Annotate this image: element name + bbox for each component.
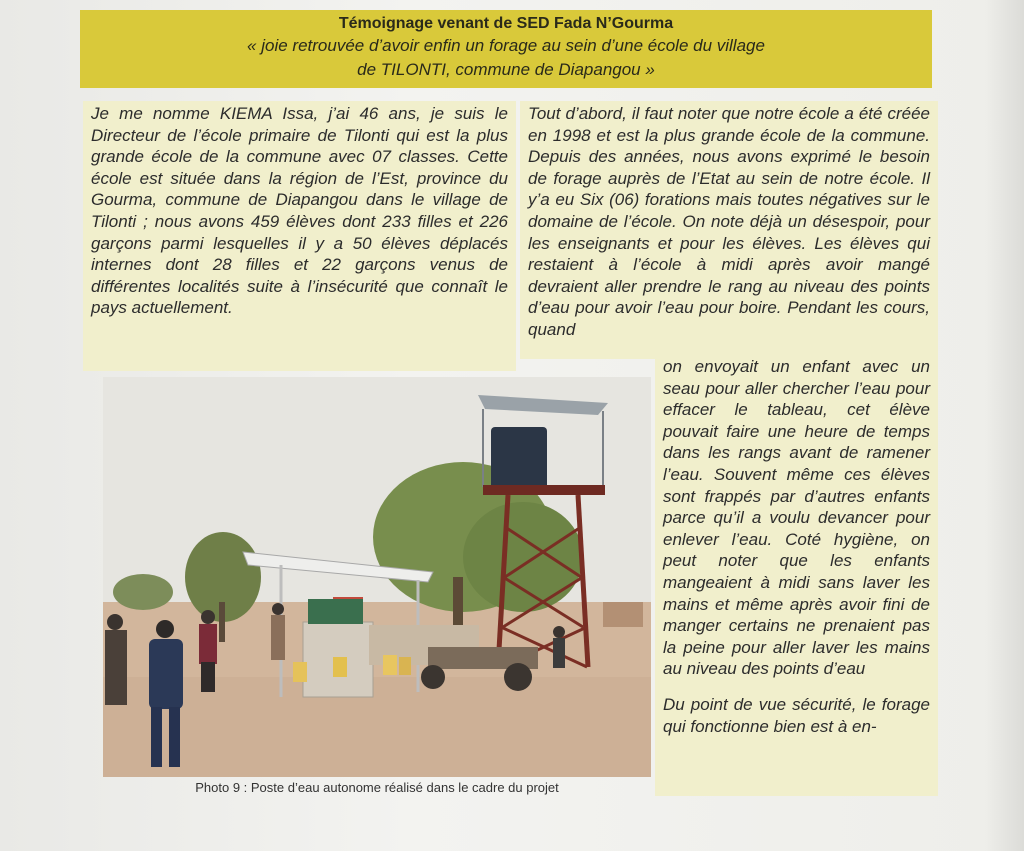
photo-illustration bbox=[103, 377, 651, 777]
header-subtitle-line1: « joie retrouvée d’avoir enfin un forage au sein d’une école du village bbox=[247, 36, 765, 55]
header-title: Témoignage venant de SED Fada N’Gourma bbox=[338, 15, 674, 32]
right-column-top-text bbox=[520, 101, 938, 359]
photo-water-tower bbox=[103, 377, 651, 777]
right-paragraph-continued: on envoyait un enfant avec un seau pour aller chercher l’eau pour effacer le tableau, cet élève pouvait faire une heure de temps dans les rangs avant de ramener l’eau. Souvent même ces élèves sont frappés par d’autres enfants parce qu’il a voulu devancer pour enlever l’eau. Coté hygiène, on peut noter que les enfants mangeaient à midi sans laver les mains et même après avoir fini de manger certains ne prenaient pas la peine pour aller laver les mains au niveau des points d’eau bbox=[663, 357, 930, 679]
left-column-text bbox=[83, 101, 516, 371]
right-column-bottom-text bbox=[655, 356, 938, 796]
photo-caption: Photo 9 : Poste d’eau autonome réalisé dans le cadre du projet bbox=[195, 780, 559, 795]
header-banner bbox=[80, 10, 932, 88]
right-paragraph-security: Du point de vue sécurité, le forage qui fonctionne bien est à en- bbox=[663, 694, 930, 736]
right-paragraph-top: Tout d’abord, il faut noter que notre école a été créée en 1998 et est la plus grande école de la commune. Depuis des années, nous avons exprimé le besoin de forage auprès de l’Etat au sein de notre école. Il y’a eu Six (06) forations mais toutes négatives sur le domaine de l’école. On note déjà un désespoir, pour les enseignants et pour les élèves. Les élèves qui restaient à l’école à midi après avoir mangé devraient aller prendre le rang au niveau des points d’eau pour avoir l’eau pour boire. Pendant les cours, quand bbox=[528, 104, 930, 339]
page-edge-shadow bbox=[984, 0, 1024, 851]
left-paragraph: Je me nomme KIEMA Issa, j’ai 46 ans, je suis le Directeur de l’école primaire de Tilonti qui est la plus grande école de la commune avec 07 classes. Cette école est située dans la région de l’Est, province du Gourma, commune de Diapangou dans le village de Tilonti ; nous avons 459 élèves dont 233 filles et 226 garçons parmi lesquelles il y a 50 élèves déplacés internes dont 28 filles et 22 garçons venus de différentes localités suite à l’insécurité que connaît le pays actuellement. bbox=[91, 104, 508, 318]
header-subtitle-line2: de TILONTI, commune de Diapangou » bbox=[357, 60, 655, 79]
